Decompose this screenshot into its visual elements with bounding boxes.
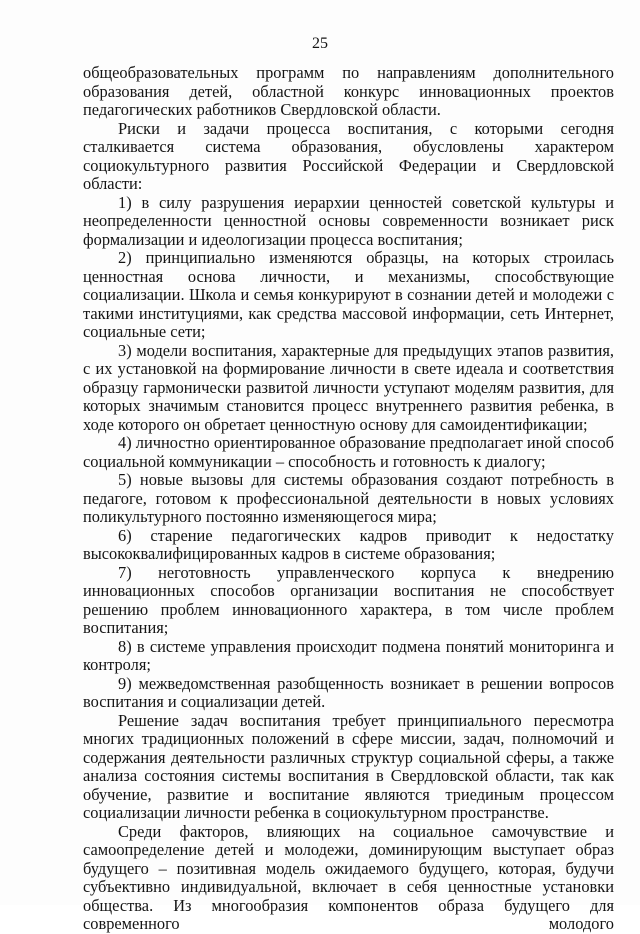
paragraph-solution: Решение задач воспитания требует принципиального пересмотра многих традиционных положений в сфере миссии, задач, полномочий и содержания деятельности различных структур социальной сферы, а также анализа состояния системы воспитания в Свердловской области, так как обучение, развитие и воспитание являются триединым процессом социализации личности ребенка в социокультурном пространстве. [83,710,614,822]
body-text [83,64,614,934]
list-item-8: 8) в системе управления происходит подмена понятий мониторинга и контроля; [83,636,614,674]
paragraph-continuation: общеобразовательных программ по направлениям дополнительного образования детей, областной конкурс инновационных проектов педагогических работников Свердловской области. [83,63,614,119]
list-item-1: 1) в силу разрушения иерархии ценностей советской культуры и неопределенности ценностной основы современности возникает риск формализации и идеологизации процесса воспитания; [83,192,614,249]
list-item-2: 2) принципиально изменяются образцы, на которых строилась ценностная основа личности, и механизмы, способствующие социализации. Школа и семья конкурируют в сознании детей и молодежи с такими институциями, как средства массовой информации, сеть Интернет, социальные сети; [83,248,614,341]
list-item-6: 6) старение педагогических кадров приводит к недостатку высококвалифицированных кадров в системе образования; [83,525,614,563]
list-item-3: 3) модели воспитания, характерные для предыдущих этапов развития, с их установкой на формирование личности в свете идеала и соответствия образцу гармонически развитой личности уступают моделям развития, для которых значимым становится процесс внутреннего развития ребенка, в ходе которого он обретает ценностную основу для самоидентификации; [83,340,614,434]
paragraph-risks-intro: Риски и задачи процесса воспитания, с которыми сегодня сталкивается система образования, обусловлены характером социокультурного развития Российской Федерации и Свердловской области: [83,118,614,193]
list-item-4: 4) личностно ориентированное образование предполагает иной способ социальной коммуникации – способность и готовность к диалогу; [83,433,614,471]
page-number: 25 [312,35,328,52]
list-item-9: 9) межведомственная разобщенность возникает в решении вопросов воспитания и социализации детей. [83,673,614,711]
list-item-5: 5) новые вызовы для системы образования создают потребность в педагоге, готовом к профессиональной деятельности в новых условиях поликультурного постоянно изменяющегося мира; [83,470,614,526]
paragraph-factors: Среди факторов, влияющих на социальное самочувствие и самоопределение детей и молодежи, доминирующим выступает образ будущего – позитивная модель ожидаемого будущего, которая, будучи субъективно индивидуальной, включает в себя ценностные установки общества. Из многообразия компонентов образа будущего для современного молодого [83,821,614,933]
list-item-7: 7) неготовность управленческого корпуса к внедрению инновационных способов организации воспитания не способствует решению проблем инновационного характера, в том числе проблем воспитания; [83,562,614,637]
